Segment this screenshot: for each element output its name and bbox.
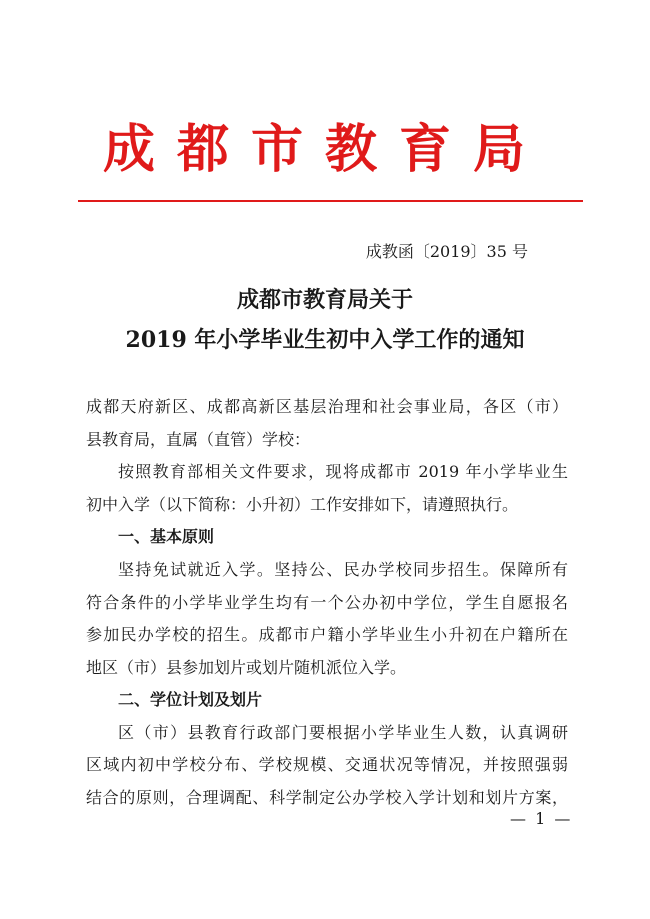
paragraph-line: 参加民办学校的招生。成都市户籍小学毕业生小升初在户籍所在	[86, 625, 568, 644]
issuer-header: 成都市教育局	[102, 119, 547, 180]
section-heading: 二、学位计划及划片	[118, 690, 263, 709]
page-number: — 1 —	[510, 809, 573, 828]
addressee-line: 成都天府新区、成都高新区基层治理和社会事业局，各区（市）	[86, 397, 568, 416]
document-title-line-1: 成都市教育局关于	[236, 287, 413, 313]
document-title-line-2: 2019 年小学毕业生初中入学工作的通知	[125, 327, 525, 353]
section-heading: 一、基本原则	[118, 527, 215, 546]
paragraph-line: 结合的原则，合理调配、科学制定公办学校入学计划和划片方案，	[86, 788, 568, 807]
paragraph-line: 符合条件的小学毕业学生均有一个公办初中学位，学生自愿报名	[86, 593, 568, 612]
paragraph-line: 区（市）县教育行政部门要根据小学毕业生人数，认真调研	[118, 723, 568, 742]
paragraph-line: 按照教育部相关文件要求，现将成都市 2019 年小学毕业生	[118, 462, 568, 481]
paragraph-line: 坚持免试就近入学。坚持公、民办学校同步招生。保障所有	[118, 560, 568, 579]
red-divider-line	[78, 200, 583, 202]
document-number: 成教函〔2019〕35 号	[365, 242, 528, 261]
addressee-line: 县教育局，直属（直管）学校：	[86, 430, 311, 449]
paragraph-line: 地区（市）县参加划片或划片随机派位入学。	[86, 658, 407, 677]
paragraph-line: 区域内初中学校分布、学校规模、交通状况等情况，并按照强弱	[86, 755, 568, 774]
paragraph-line: 初中入学（以下简称：小升初）工作安排如下，请遵照执行。	[86, 495, 519, 514]
